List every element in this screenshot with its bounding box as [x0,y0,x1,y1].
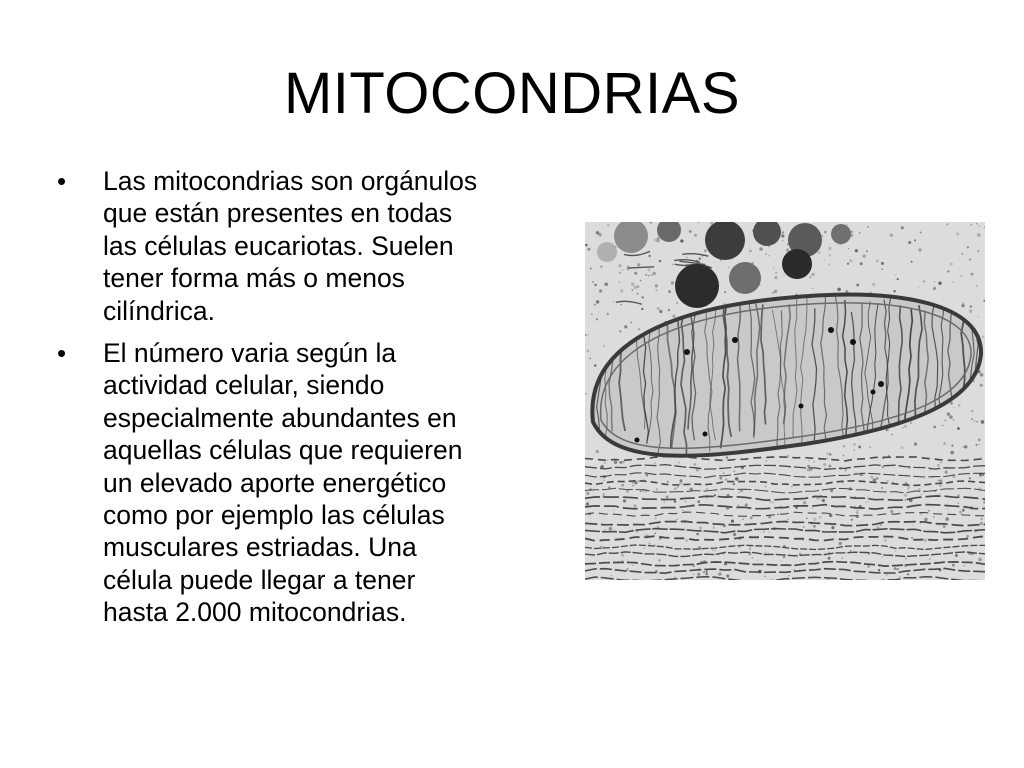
micrograph-illustration [585,222,985,580]
bullet-mark: • [57,166,67,196]
bullet-line: como por ejemplo las células [103,500,445,531]
bullet-item [55,165,555,327]
bullet-list [55,165,555,639]
bullet-line: actividad celular, siendo [103,370,385,401]
bullet-line: Las mitocondrias son orgánulos [103,166,478,196]
mitochondrion-micrograph [585,222,985,580]
bullet-line: cilíndrica. [103,295,215,326]
bullet-line: aquellas células que requieren [103,435,463,466]
bullet-item [55,337,555,629]
bullet-line: tener forma más o menos [103,263,405,294]
bullet-line: un elevado aporte energético [103,467,447,498]
slide-title: MITOCONDRIAS [283,61,741,126]
bullet-line: las células eucariotas. Suelen [103,230,454,261]
bullet-line: célula puede llegar a tener [103,564,416,595]
bullet-line: que están presentes en todas [103,198,453,229]
bullet-line: musculares estriadas. Una [103,532,417,563]
bullet-line: El número varia según la [103,338,397,369]
bullet-mark: • [57,338,67,369]
bullet-line: especialmente abundantes en [103,402,457,433]
bullet-line: hasta 2.000 mitocondrias. [103,597,407,628]
